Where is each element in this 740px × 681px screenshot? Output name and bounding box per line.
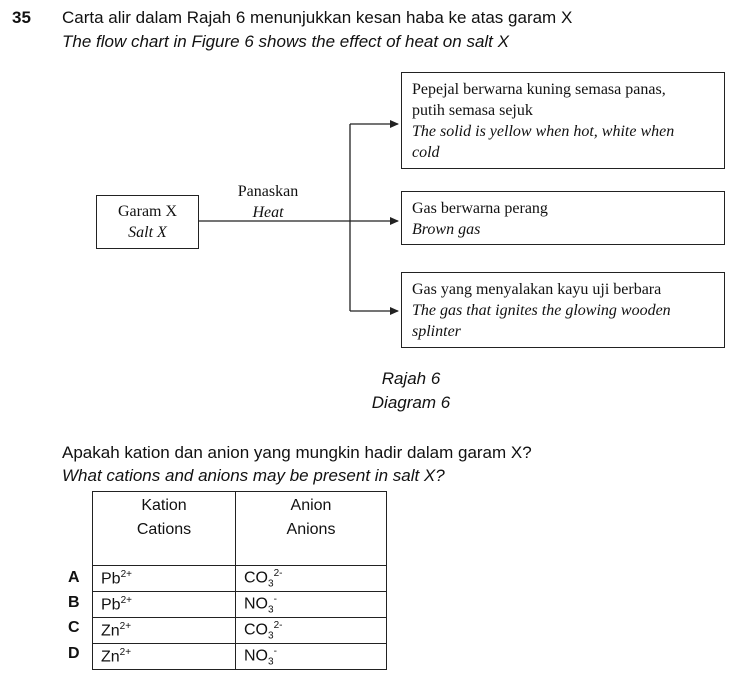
header-anions-english: Anions [286, 521, 336, 538]
salt-x-box [96, 195, 199, 249]
question-text-malay: Carta alir dalam Rajah 6 menunjukkan kesan haba ke atas garam X [62, 8, 573, 27]
table-row-a[interactable] [93, 566, 387, 592]
header-cations [93, 492, 236, 566]
result-2-english-line-1: Brown gas [412, 221, 481, 238]
result-3-english-line-2: splinter [412, 323, 461, 340]
answer-table [92, 491, 387, 670]
option-d-letter[interactable]: D [68, 645, 80, 662]
cation-cell: $Pb^{2+}$ [93, 566, 236, 592]
diagram-caption-malay: Rajah 6 [381, 369, 441, 388]
diagram-caption-english: Diagram 6 [371, 393, 451, 412]
anion-cell: $NO_3^-$ [236, 644, 387, 670]
table-row-d[interactable] [93, 644, 387, 670]
result-box-solid [401, 72, 725, 169]
result-box-splinter-gas [401, 272, 725, 348]
table-header-row [93, 492, 387, 566]
prompt-english: What cations and anions may be present in salt X? [62, 466, 445, 485]
header-anions [236, 492, 387, 566]
result-2-malay-line-1: Gas berwarna perang [412, 200, 548, 217]
option-a-letter[interactable]: A [68, 569, 80, 586]
result-box-brown-gas [401, 191, 725, 245]
salt-x-label-malay: Garam X [117, 203, 178, 220]
anion-cell: $CO_3^{2-}$ [236, 618, 387, 644]
heat-label-english: Heat [252, 204, 284, 221]
option-c-letter[interactable]: C [68, 619, 80, 636]
heat-label [218, 181, 318, 223]
question-text-english: The flow chart in Figure 6 shows the effect of heat on salt X [62, 32, 509, 51]
header-anions-malay: Anion [290, 497, 332, 514]
anion-cell: $CO_3^{2-}$ [236, 566, 387, 592]
header-cations-english: Cations [136, 521, 192, 538]
result-1-english-line-1: The solid is yellow when hot, white when [412, 123, 675, 140]
heat-label-malay: Panaskan [237, 183, 299, 200]
table-row-b[interactable] [93, 592, 387, 618]
result-1-malay-line-2: putih semasa sejuk [412, 102, 533, 119]
anion-cell: $NO_3^-$ [236, 592, 387, 618]
prompt-malay: Apakah kation dan anion yang mungkin hadir dalam garam X? [62, 443, 532, 462]
result-3-malay-line-1: Gas yang menyalakan kayu uji berbara [412, 281, 662, 298]
result-1-malay-line-1: Pepejal berwarna kuning semasa panas, [412, 81, 666, 98]
table-row-c[interactable] [93, 618, 387, 644]
cation-cell: $Pb^{2+}$ [93, 592, 236, 618]
option-b-letter[interactable]: B [68, 594, 80, 611]
question-number: 35 [12, 8, 31, 27]
result-1-english-line-2: cold [412, 144, 440, 161]
salt-x-label-english: Salt X [128, 224, 167, 241]
header-cations-malay: Kation [141, 497, 187, 514]
result-3-english-line-1: The gas that ignites the glowing wooden [412, 302, 671, 319]
cation-cell: $Zn^{2+}$ [93, 644, 236, 670]
cation-cell: $Zn^{2+}$ [93, 618, 236, 644]
